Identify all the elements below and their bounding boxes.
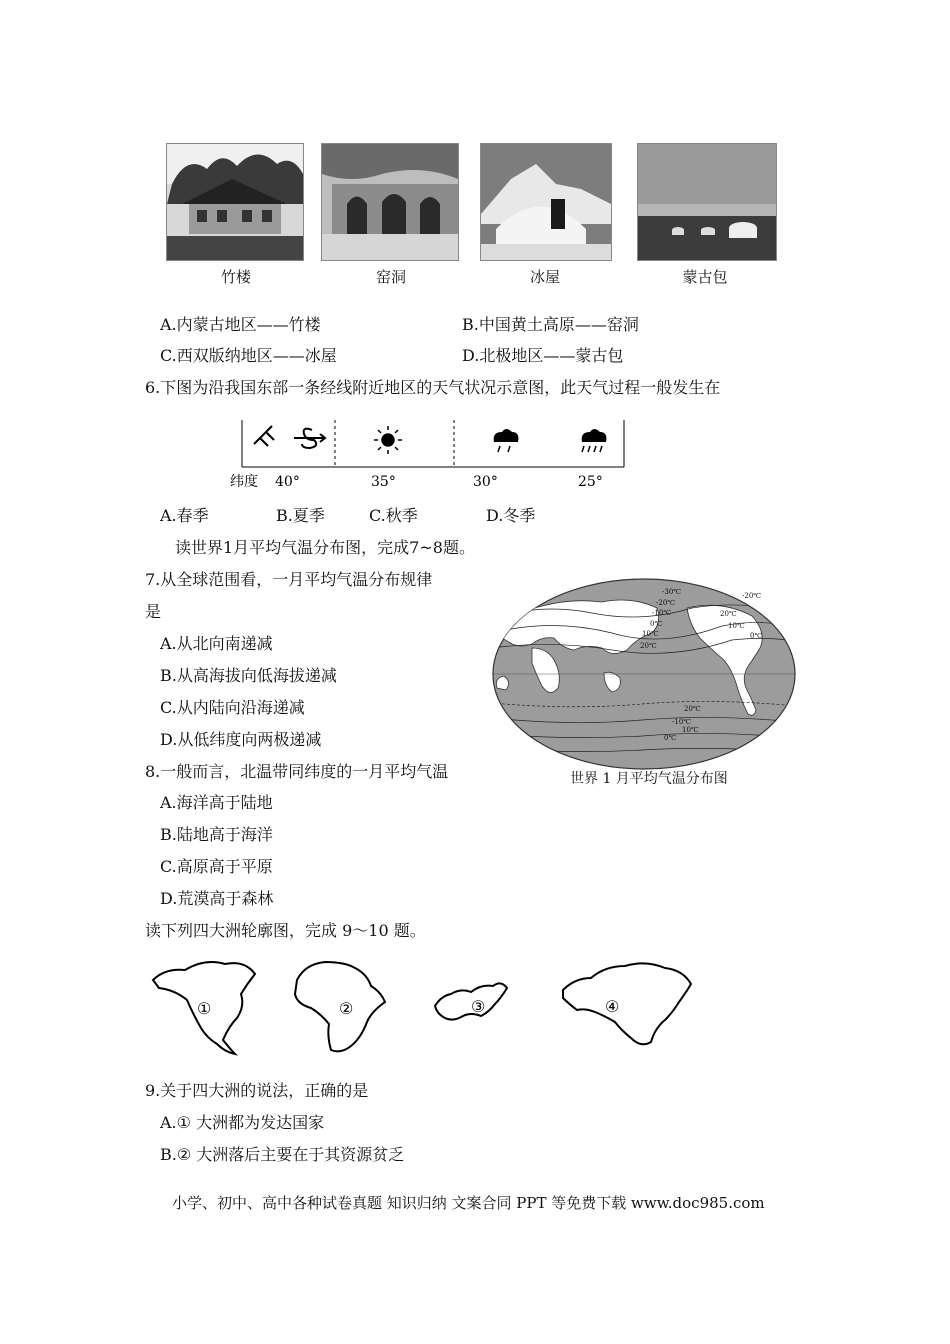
q7-option-d: D.从低纬度向两极递减 xyxy=(160,730,322,749)
heavy-rain-icon xyxy=(582,429,607,452)
caption-cave-dwelling: 窑洞 xyxy=(375,268,406,286)
q7-stem-line1: 7.从全球范围看，一月平均气温分布规律 xyxy=(145,570,433,589)
continent-label-1: ① xyxy=(197,999,212,1018)
q8-stem: 8.一般而言，北温带同纬度的一月平均气温 xyxy=(145,762,449,781)
continent-outlines xyxy=(145,950,705,1070)
q6-stem: 6.下图为沿我国东部一条经线附近地区的天气状况示意图，此天气过程一般发生在 xyxy=(145,378,721,397)
isotherm-label: 10℃ xyxy=(728,622,745,630)
latitude-30: 30° xyxy=(473,474,498,490)
q6-option-a: A.春季 xyxy=(160,506,209,525)
continent-label-4: ④ xyxy=(605,997,620,1016)
isotherm-label: -20℃ xyxy=(656,599,676,607)
q8-option-d: D.荒漠高于森林 xyxy=(160,889,274,908)
photo-bamboo-house xyxy=(166,143,304,261)
cold-wind-icon xyxy=(254,426,274,446)
latitude-label: 纬度 xyxy=(230,474,258,490)
photo-cave-dwelling xyxy=(321,143,459,261)
page-footer: 小学、初中、高中各种试卷真题 知识归纳 文案合同 PPT 等免费下载 www.doc985.com xyxy=(172,1194,765,1212)
world-temperature-map xyxy=(492,578,796,770)
sun-icon xyxy=(374,426,402,454)
q7-stem-line2: 是 xyxy=(145,602,162,621)
intro-7-8: 读世界1月平均气温分布图，完成7~8题。 xyxy=(175,538,475,557)
caption-yurt: 蒙古包 xyxy=(682,268,728,286)
latitude-35: 35° xyxy=(371,474,396,490)
isotherm-label: 0℃ xyxy=(650,620,663,628)
photo-yurt xyxy=(637,143,777,261)
q5-option-a: A.内蒙古地区——竹楼 xyxy=(160,315,321,334)
continent-label-3: ③ xyxy=(471,997,486,1016)
q6-option-b: B.夏季 xyxy=(276,506,325,525)
isotherm-label: -10℃ xyxy=(672,718,692,726)
map-caption: 世界 1 月平均气温分布图 xyxy=(570,771,728,787)
q9-stem: 9.关于四大洲的说法，正确的是 xyxy=(145,1081,369,1100)
isotherm-label: 20℃ xyxy=(640,642,657,650)
q7-option-a: A.从北向南递减 xyxy=(160,634,273,653)
caption-bamboo-house: 竹楼 xyxy=(220,268,251,286)
continent-label-2: ② xyxy=(339,999,354,1018)
q7-option-c: C.从内陆向沿海递减 xyxy=(160,698,305,717)
q7-option-b: B.从高海拔向低海拔递减 xyxy=(160,666,337,685)
sandstorm-icon xyxy=(294,429,325,448)
isotherm-label: -10℃ xyxy=(652,609,672,617)
isotherm-label: 0℃ xyxy=(750,632,763,640)
latitude-40: 40° xyxy=(275,474,300,490)
isotherm-label: 10℃ xyxy=(642,630,659,638)
weather-diagram xyxy=(228,412,632,494)
asia-outline xyxy=(563,963,691,1044)
q9-option-b: B.② 大洲落后主要在于其资源贫乏 xyxy=(160,1145,405,1164)
q8-option-c: C.高原高于平原 xyxy=(160,857,273,876)
caption-igloo: 冰屋 xyxy=(529,268,560,286)
q5-option-c: C.西双版纳地区——冰屋 xyxy=(160,346,337,365)
q8-option-b: B.陆地高于海洋 xyxy=(160,825,273,844)
isotherm-label: 10℃ xyxy=(682,726,699,734)
isotherm-label: -20℃ xyxy=(742,592,762,600)
photo-igloo xyxy=(480,143,612,261)
q5-option-b: B.中国黄土高原——窑洞 xyxy=(462,315,639,334)
q6-option-c: C.秋季 xyxy=(369,506,418,525)
q9-option-a: A.① 大洲都为发达国家 xyxy=(160,1113,325,1132)
intro-9-10: 读下列四大洲轮廓图，完成 9～10 题。 xyxy=(145,921,426,940)
isotherm-label: 0℃ xyxy=(664,734,677,742)
isotherm-label: 20℃ xyxy=(684,705,701,713)
latitude-25: 25° xyxy=(578,474,603,490)
q8-option-a: A.海洋高于陆地 xyxy=(160,793,273,812)
q5-option-d: D.北极地区——蒙古包 xyxy=(462,346,624,365)
isotherm-label: 20℃ xyxy=(720,610,737,618)
isotherm-label: -30℃ xyxy=(662,588,682,596)
light-rain-icon xyxy=(494,429,519,452)
q6-option-d: D.冬季 xyxy=(486,506,536,525)
